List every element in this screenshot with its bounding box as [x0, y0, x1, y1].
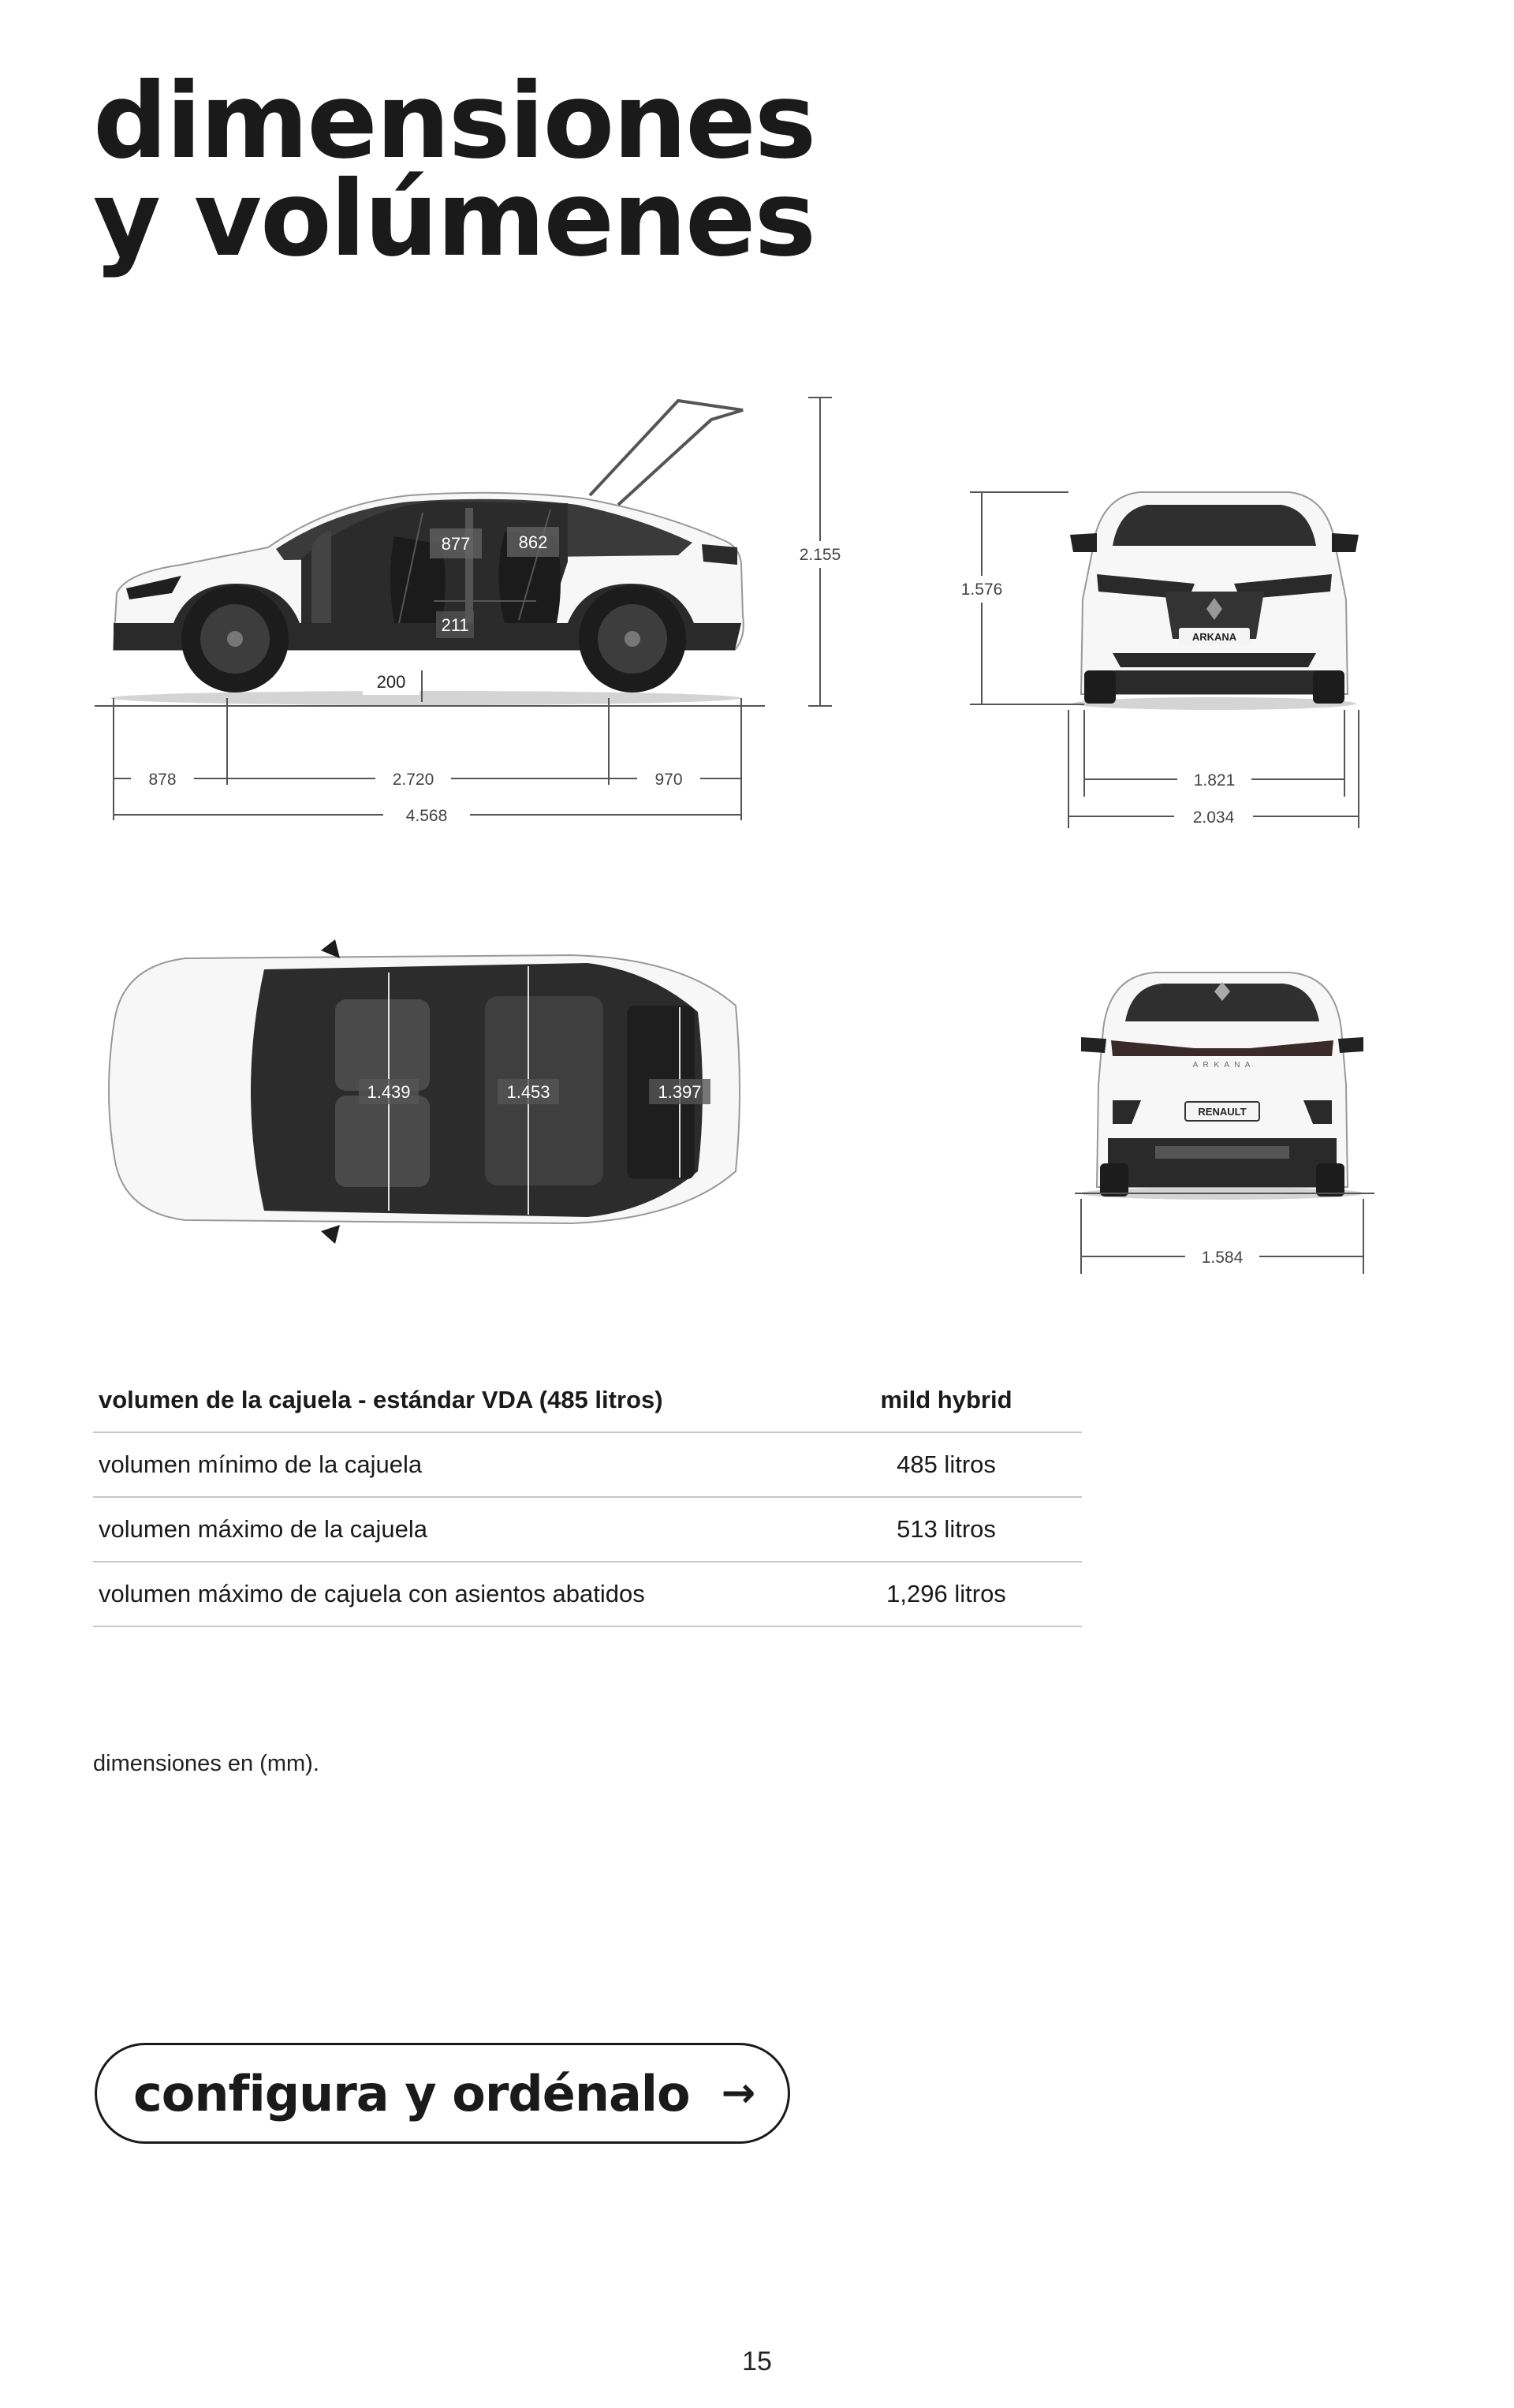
- row-label: volumen mínimo de la cajuela: [99, 1450, 423, 1478]
- configure-order-button[interactable]: [95, 2043, 790, 2144]
- rear-view-diagram: [1068, 966, 1384, 1282]
- page-number: 15: [742, 2346, 772, 2376]
- front-view-car: [1070, 492, 1359, 710]
- dim-rear-track: 1.584: [1201, 1249, 1244, 1267]
- dim-floor: 211: [441, 615, 469, 635]
- units-note: dimensiones en (mm).: [93, 1751, 319, 1776]
- dim-wheelbase: 2.720: [392, 771, 434, 789]
- page-title: [93, 61, 815, 280]
- rear-lettering: A R K A N A: [1192, 1061, 1252, 1070]
- arrow-right-icon: →: [721, 2070, 755, 2117]
- table-row: [93, 1562, 1082, 1626]
- top-view-diagram: [99, 935, 753, 1250]
- front-view-diagram: [958, 481, 1384, 836]
- dim-front-track: 1.821: [1193, 771, 1236, 790]
- dim-rear-cabin-width: 1.453: [506, 1082, 550, 1102]
- dim-interior-rear: 862: [518, 532, 548, 552]
- dim-length: 4.568: [405, 807, 448, 825]
- table-header-value: mild hybrid: [880, 1386, 1012, 1413]
- dim-front-cabin-width: 1.439: [367, 1082, 411, 1102]
- table-header-row: [93, 1368, 1082, 1432]
- dim-interior-front: 877: [441, 534, 471, 554]
- row-value: 485 litros: [897, 1450, 996, 1478]
- dim-front-overhang: 878: [148, 771, 177, 789]
- cta-label: configura y ordénalo: [133, 2064, 690, 2122]
- dim-front-height: 1.576: [960, 581, 1003, 599]
- dim-width-mirrors: 2.034: [1192, 808, 1235, 827]
- table-row: [93, 1432, 1082, 1497]
- rear-view-car: [1080, 973, 1364, 1200]
- top-view-car: [109, 939, 740, 1244]
- dim-height-open: 2.155: [799, 546, 841, 564]
- row-value: 513 litros: [897, 1515, 996, 1543]
- volume-table: [93, 1368, 1082, 1627]
- front-badge: ARKANA: [1191, 631, 1237, 643]
- side-view-car: [110, 401, 744, 705]
- table-header-label: volumen de la cajuela - estándar VDA (485 litros): [99, 1386, 663, 1413]
- table-row: [93, 1497, 1082, 1562]
- title-line-2: y volúmenes: [93, 159, 815, 280]
- title-line-1: dimensiones: [93, 61, 815, 182]
- row-label: volumen máximo de cajuela con asientos abatidos: [99, 1580, 645, 1607]
- row-label: volumen máximo de la cajuela: [99, 1515, 427, 1543]
- row-value: 1,296 litros: [886, 1580, 1006, 1607]
- side-view-diagram: [95, 386, 852, 844]
- rear-badge: RENAULT: [1198, 1106, 1247, 1118]
- dim-ground-clearance: 200: [376, 672, 406, 692]
- dim-trunk-width: 1.397: [658, 1082, 702, 1102]
- dim-rear-overhang: 970: [654, 771, 683, 789]
